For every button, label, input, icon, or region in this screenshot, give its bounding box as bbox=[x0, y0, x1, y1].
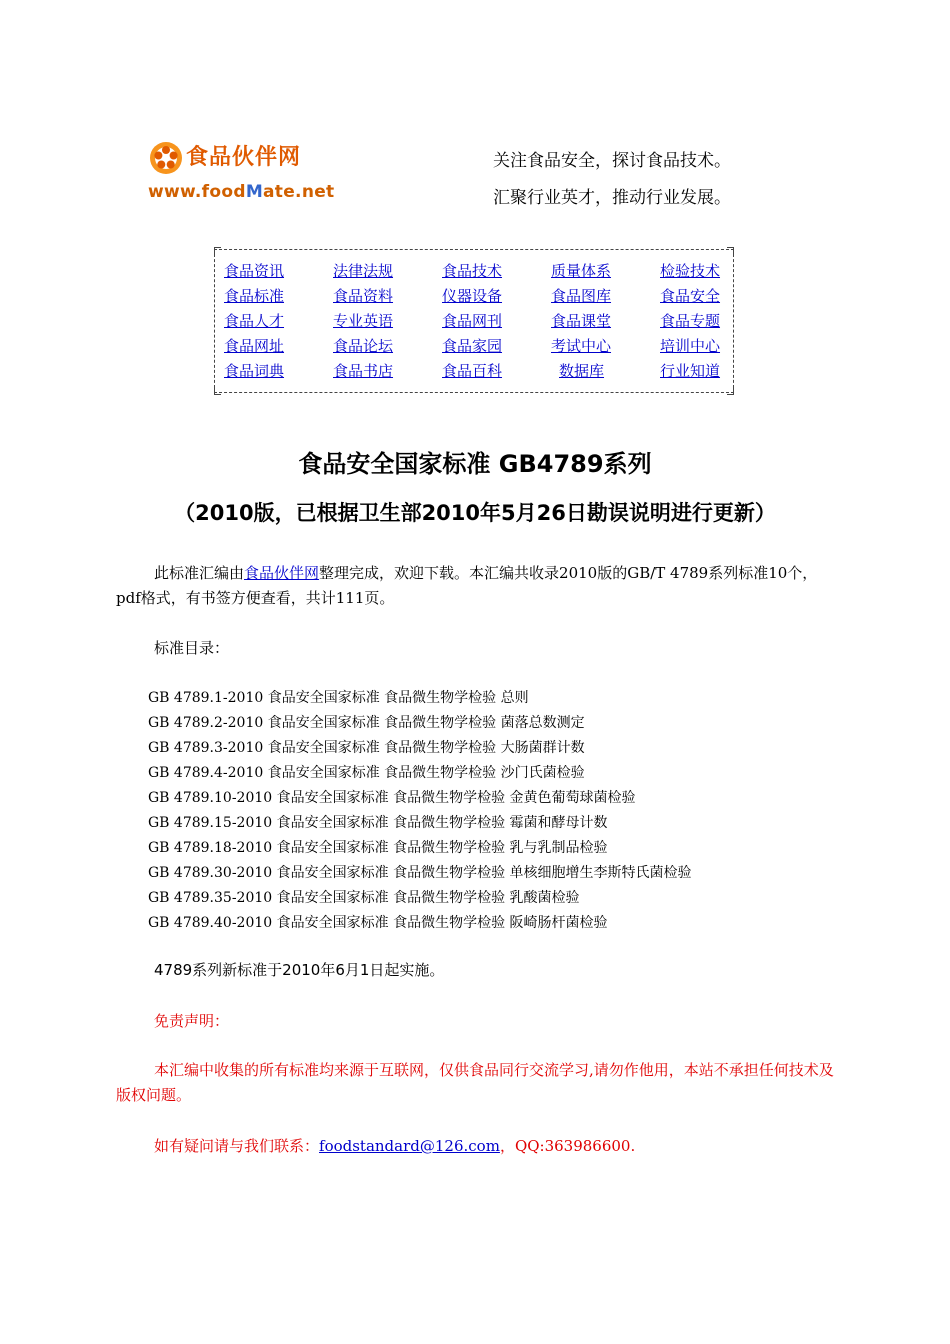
nav-link[interactable]: 数据库 bbox=[559, 362, 605, 380]
nav-link[interactable]: 食品网址 bbox=[224, 337, 285, 355]
list-item: GB 4789.4-2010 食品安全国家标准 食品微生物学检验 沙门氏菌检验 bbox=[148, 765, 585, 781]
logo-text: 食品伙伴网 bbox=[186, 145, 302, 170]
nav-link[interactable]: 食品词典 bbox=[224, 362, 285, 380]
flower-logo-icon bbox=[148, 140, 184, 176]
standards-list bbox=[148, 686, 692, 936]
nav-link[interactable]: 食品图库 bbox=[551, 287, 612, 305]
intro-before-link: 此标准汇编由 bbox=[154, 564, 245, 582]
nav-link[interactable]: 检验技术 bbox=[660, 262, 721, 280]
list-item: GB 4789.15-2010 食品安全国家标准 食品微生物学检验 霉菌和酵母计数 bbox=[148, 815, 608, 831]
contact-suffix: ，QQ:363986600. bbox=[499, 1137, 636, 1155]
nav-link[interactable]: 食品安全 bbox=[660, 287, 721, 305]
nav-link[interactable]: 食品标准 bbox=[224, 287, 285, 305]
nav-link[interactable]: 食品资讯 bbox=[224, 262, 285, 280]
nav-link[interactable]: 食品人才 bbox=[224, 312, 285, 330]
nav-link[interactable]: 食品家园 bbox=[442, 337, 503, 355]
nav-link[interactable]: 行业知道 bbox=[660, 362, 721, 380]
implementation-note: 4789系列新标准于2010年6月1日起实施。 bbox=[154, 961, 445, 979]
toc-label: 标准目录： bbox=[154, 639, 230, 657]
list-item: GB 4789.40-2010 食品安全国家标准 食品微生物学检验 阪崎肠杆菌检验 bbox=[148, 915, 608, 931]
list-item: GB 4789.2-2010 食品安全国家标准 食品微生物学检验 菌落总数测定 bbox=[148, 715, 585, 731]
list-item: GB 4789.30-2010 食品安全国家标准 食品微生物学检验 单核细胞增生李斯特氏菌检验 bbox=[148, 865, 692, 881]
foodmate-link[interactable]: 食品伙伴网 bbox=[244, 564, 320, 582]
site-logo[interactable] bbox=[146, 138, 336, 210]
email-link[interactable]: foodstandard@126.com bbox=[319, 1137, 500, 1155]
list-item: GB 4789.3-2010 食品安全国家标准 食品微生物学检验 大肠菌群计数 bbox=[148, 740, 585, 756]
list-item: GB 4789.1-2010 食品安全国家标准 食品微生物学检验 总则 bbox=[148, 690, 529, 706]
nav-link[interactable]: 食品百科 bbox=[442, 362, 503, 380]
nav-link[interactable]: 食品资料 bbox=[333, 287, 394, 305]
nav-link[interactable]: 质量体系 bbox=[551, 262, 612, 280]
nav-link[interactable]: 法律法规 bbox=[333, 262, 394, 280]
nav-link[interactable]: 考试中心 bbox=[551, 337, 612, 355]
nav-link[interactable]: 培训中心 bbox=[660, 337, 721, 355]
nav-link[interactable]: 食品书店 bbox=[333, 362, 394, 380]
document-subtitle: （2010版，已根据卫生部2010年5月26日勘误说明进行更新） bbox=[174, 501, 776, 525]
disclaimer-text: 本汇编中收集的所有标准均来源于互联网，仅供食品同行交流学习,请勿作他用，本站不承担任何技术及版权问题。 bbox=[116, 1061, 834, 1104]
nav-grid bbox=[224, 261, 729, 382]
contact-line bbox=[154, 1135, 635, 1156]
nav-link[interactable]: 专业英语 bbox=[333, 312, 394, 330]
list-item: GB 4789.18-2010 食品安全国家标准 食品微生物学检验 乳与乳制品检验 bbox=[148, 840, 608, 856]
intro-paragraph bbox=[116, 561, 836, 611]
intro-after-link: 整理完成，欢迎下载。本汇编共收录2010版的GB/T 4789系列标准10个，pdf格式，有书签方便查看，共计111页。 bbox=[116, 564, 818, 607]
disclaimer-title: 免责声明： bbox=[154, 1012, 230, 1030]
nav-link[interactable]: 食品论坛 bbox=[333, 337, 394, 355]
logo-url: www.foodMate.net bbox=[148, 182, 335, 202]
nav-link[interactable]: 食品网刊 bbox=[442, 312, 503, 330]
nav-box bbox=[214, 247, 734, 395]
contact-prefix: 如有疑问请与我们联系： bbox=[154, 1137, 320, 1155]
slogan-line-1: 关注食品安全，探讨食品技术。 bbox=[493, 151, 731, 171]
document-title: 食品安全国家标准 GB4789系列 bbox=[298, 450, 652, 478]
list-item: GB 4789.10-2010 食品安全国家标准 食品微生物学检验 金黄色葡萄球菌检验 bbox=[148, 790, 636, 806]
nav-link[interactable]: 食品课堂 bbox=[551, 312, 612, 330]
nav-link[interactable]: 仪器设备 bbox=[442, 287, 503, 305]
list-item: GB 4789.35-2010 食品安全国家标准 食品微生物学检验 乳酸菌检验 bbox=[148, 890, 580, 906]
nav-link[interactable]: 食品技术 bbox=[442, 262, 503, 280]
nav-link[interactable]: 食品专题 bbox=[660, 312, 721, 330]
slogan-line-2: 汇聚行业英才，推动行业发展。 bbox=[493, 188, 731, 208]
